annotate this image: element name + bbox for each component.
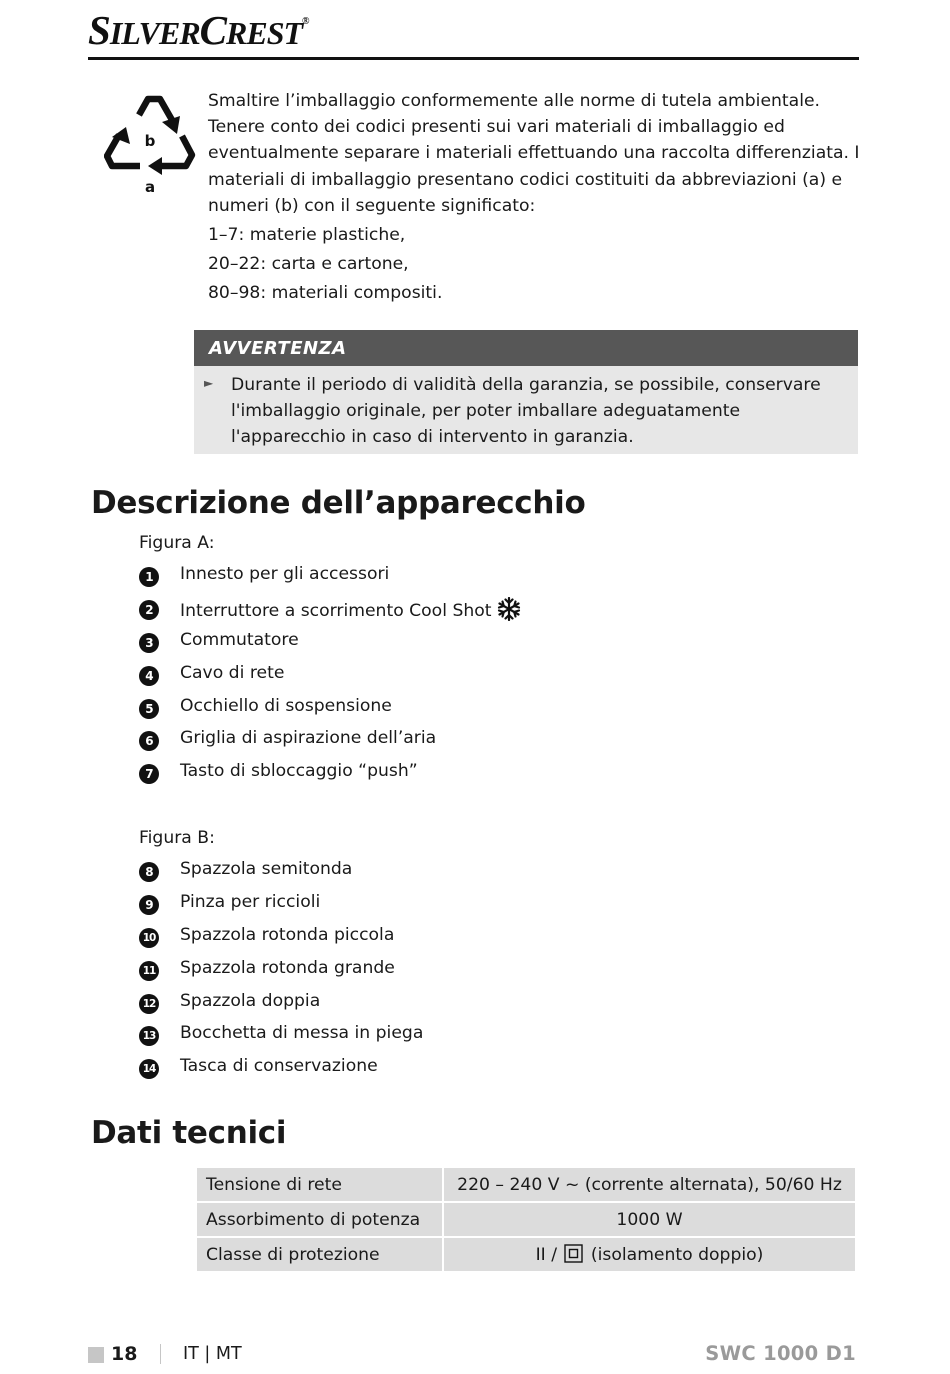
item-number-badge: 14 bbox=[139, 1059, 159, 1079]
figure-a-parts-list bbox=[139, 562, 639, 792]
item-number-badge: 10 bbox=[139, 928, 159, 948]
header-rule bbox=[88, 57, 859, 60]
protection-class-suffix: (isolamento doppio) bbox=[585, 1245, 764, 1265]
double-insulation-icon bbox=[564, 1244, 583, 1263]
table-row bbox=[196, 1202, 856, 1237]
item-label: Innesto per gli accessori bbox=[180, 564, 390, 584]
list-item bbox=[139, 956, 639, 989]
item-label: Occhiello di sospensione bbox=[180, 695, 392, 716]
item-label: Spazzola semitonda bbox=[180, 859, 353, 879]
item-label: Spazzola rotonda grande bbox=[180, 957, 395, 978]
figure-b-label: Figura B: bbox=[139, 828, 215, 848]
footer-divider bbox=[160, 1344, 161, 1364]
recycle-label-b: b bbox=[144, 132, 156, 150]
item-number-badge: 2 bbox=[139, 600, 159, 620]
technical-data-table bbox=[195, 1166, 857, 1273]
item-number-badge: 9 bbox=[139, 895, 159, 915]
item-label: Pinza per riccioli bbox=[180, 891, 321, 912]
list-item bbox=[139, 628, 639, 661]
item-label: Bocchetta di messa in piega bbox=[180, 1023, 424, 1044]
item-label: Tasca di conservazione bbox=[180, 1056, 378, 1077]
warning-text: Durante il periodo di validità della garanzia, se possibile, conservare l'imballaggio originale, per poter imballare adeguatamente l'apparecchio in caso di intervento in garanzia. bbox=[231, 375, 821, 447]
table-cell-value: 1000 W bbox=[443, 1202, 856, 1237]
list-item bbox=[139, 989, 639, 1022]
intro-paragraph-2: Tenere conto dei codici presenti sui vari materiali di imballaggio ed eventualmente separare i materiali effettuando una raccolta differenziata. I materiali di imballaggio presentano codici costituiti da abbreviazioni (a) e numeri (b) con il seguente significato: bbox=[208, 117, 860, 216]
item-label-row bbox=[180, 597, 521, 621]
list-item bbox=[139, 562, 639, 595]
list-item bbox=[139, 759, 639, 792]
figure-b-parts-list bbox=[139, 857, 639, 1087]
item-number-badge: 4 bbox=[139, 666, 159, 686]
list-item bbox=[139, 1054, 639, 1087]
recycle-label-a: a bbox=[144, 178, 156, 196]
item-number-badge: 5 bbox=[139, 699, 159, 719]
list-item bbox=[139, 661, 639, 694]
list-item bbox=[139, 857, 639, 890]
item-number-badge: 7 bbox=[139, 764, 159, 784]
item-label: Tasto di sbloccaggio “push” bbox=[180, 761, 418, 782]
table-cell-value: 220 – 240 V ~ (corrente alternata), 50/60 Hz bbox=[443, 1167, 856, 1202]
protection-class-prefix: II / bbox=[535, 1245, 563, 1265]
snowflake-icon bbox=[497, 597, 521, 621]
item-number-badge: 1 bbox=[139, 567, 159, 587]
item-label: Griglia di aspirazione dell’aria bbox=[180, 728, 437, 749]
item-number-badge: 13 bbox=[139, 1026, 159, 1046]
figure-a-label: Figura A: bbox=[139, 533, 215, 553]
page-number: 18 bbox=[111, 1343, 138, 1365]
table-cell-key: Assorbimento di potenza bbox=[196, 1202, 443, 1237]
page-footer bbox=[0, 1342, 950, 1370]
item-label: Spazzola doppia bbox=[180, 990, 321, 1011]
item-number-badge: 12 bbox=[139, 994, 159, 1014]
table-cell-key: Classe di protezione bbox=[196, 1237, 443, 1272]
item-label: Commutatore bbox=[180, 629, 299, 650]
list-item bbox=[139, 595, 639, 628]
list-item bbox=[139, 890, 639, 923]
list-item bbox=[139, 1021, 639, 1054]
item-label: Interruttore a scorrimento Cool Shot bbox=[180, 600, 492, 621]
list-item bbox=[139, 694, 639, 727]
code-line: 80–98: materiali compositi. bbox=[208, 283, 443, 303]
item-number-badge: 3 bbox=[139, 633, 159, 653]
warning-title: AVVERTENZA bbox=[194, 330, 858, 366]
section-heading-technical: Dati tecnici bbox=[91, 1115, 287, 1151]
item-label: Spazzola rotonda piccola bbox=[180, 924, 395, 945]
footer-languages: IT | MT bbox=[183, 1344, 242, 1364]
item-number-badge: 8 bbox=[139, 862, 159, 882]
table-row bbox=[196, 1167, 856, 1202]
table-row bbox=[196, 1237, 856, 1272]
arrow-icon: ► bbox=[204, 376, 214, 390]
warning-box bbox=[194, 366, 858, 454]
material-codes bbox=[208, 221, 442, 308]
recycling-icon bbox=[104, 92, 196, 196]
code-line: 20–22: carta e cartone, bbox=[208, 254, 409, 274]
intro-paragraph-1: Smaltire l’imballaggio conformemente alle norme di tutela ambientale. bbox=[208, 91, 821, 111]
item-number-badge: 6 bbox=[139, 731, 159, 751]
section-heading-description: Descrizione dell’apparecchio bbox=[91, 485, 586, 521]
item-number-badge: 11 bbox=[139, 961, 159, 981]
intro-text bbox=[208, 88, 863, 219]
list-item bbox=[139, 726, 639, 759]
table-cell-value bbox=[443, 1237, 856, 1272]
item-label: Cavo di rete bbox=[180, 662, 285, 683]
list-item bbox=[139, 923, 639, 956]
code-line: 1–7: materie plastiche, bbox=[208, 225, 406, 245]
footer-square-icon bbox=[88, 1347, 104, 1363]
brand-logo: SILVERCREST® bbox=[88, 7, 309, 53]
footer-model: SWC 1000 D1 bbox=[705, 1342, 856, 1365]
table-cell-key: Tensione di rete bbox=[196, 1167, 443, 1202]
